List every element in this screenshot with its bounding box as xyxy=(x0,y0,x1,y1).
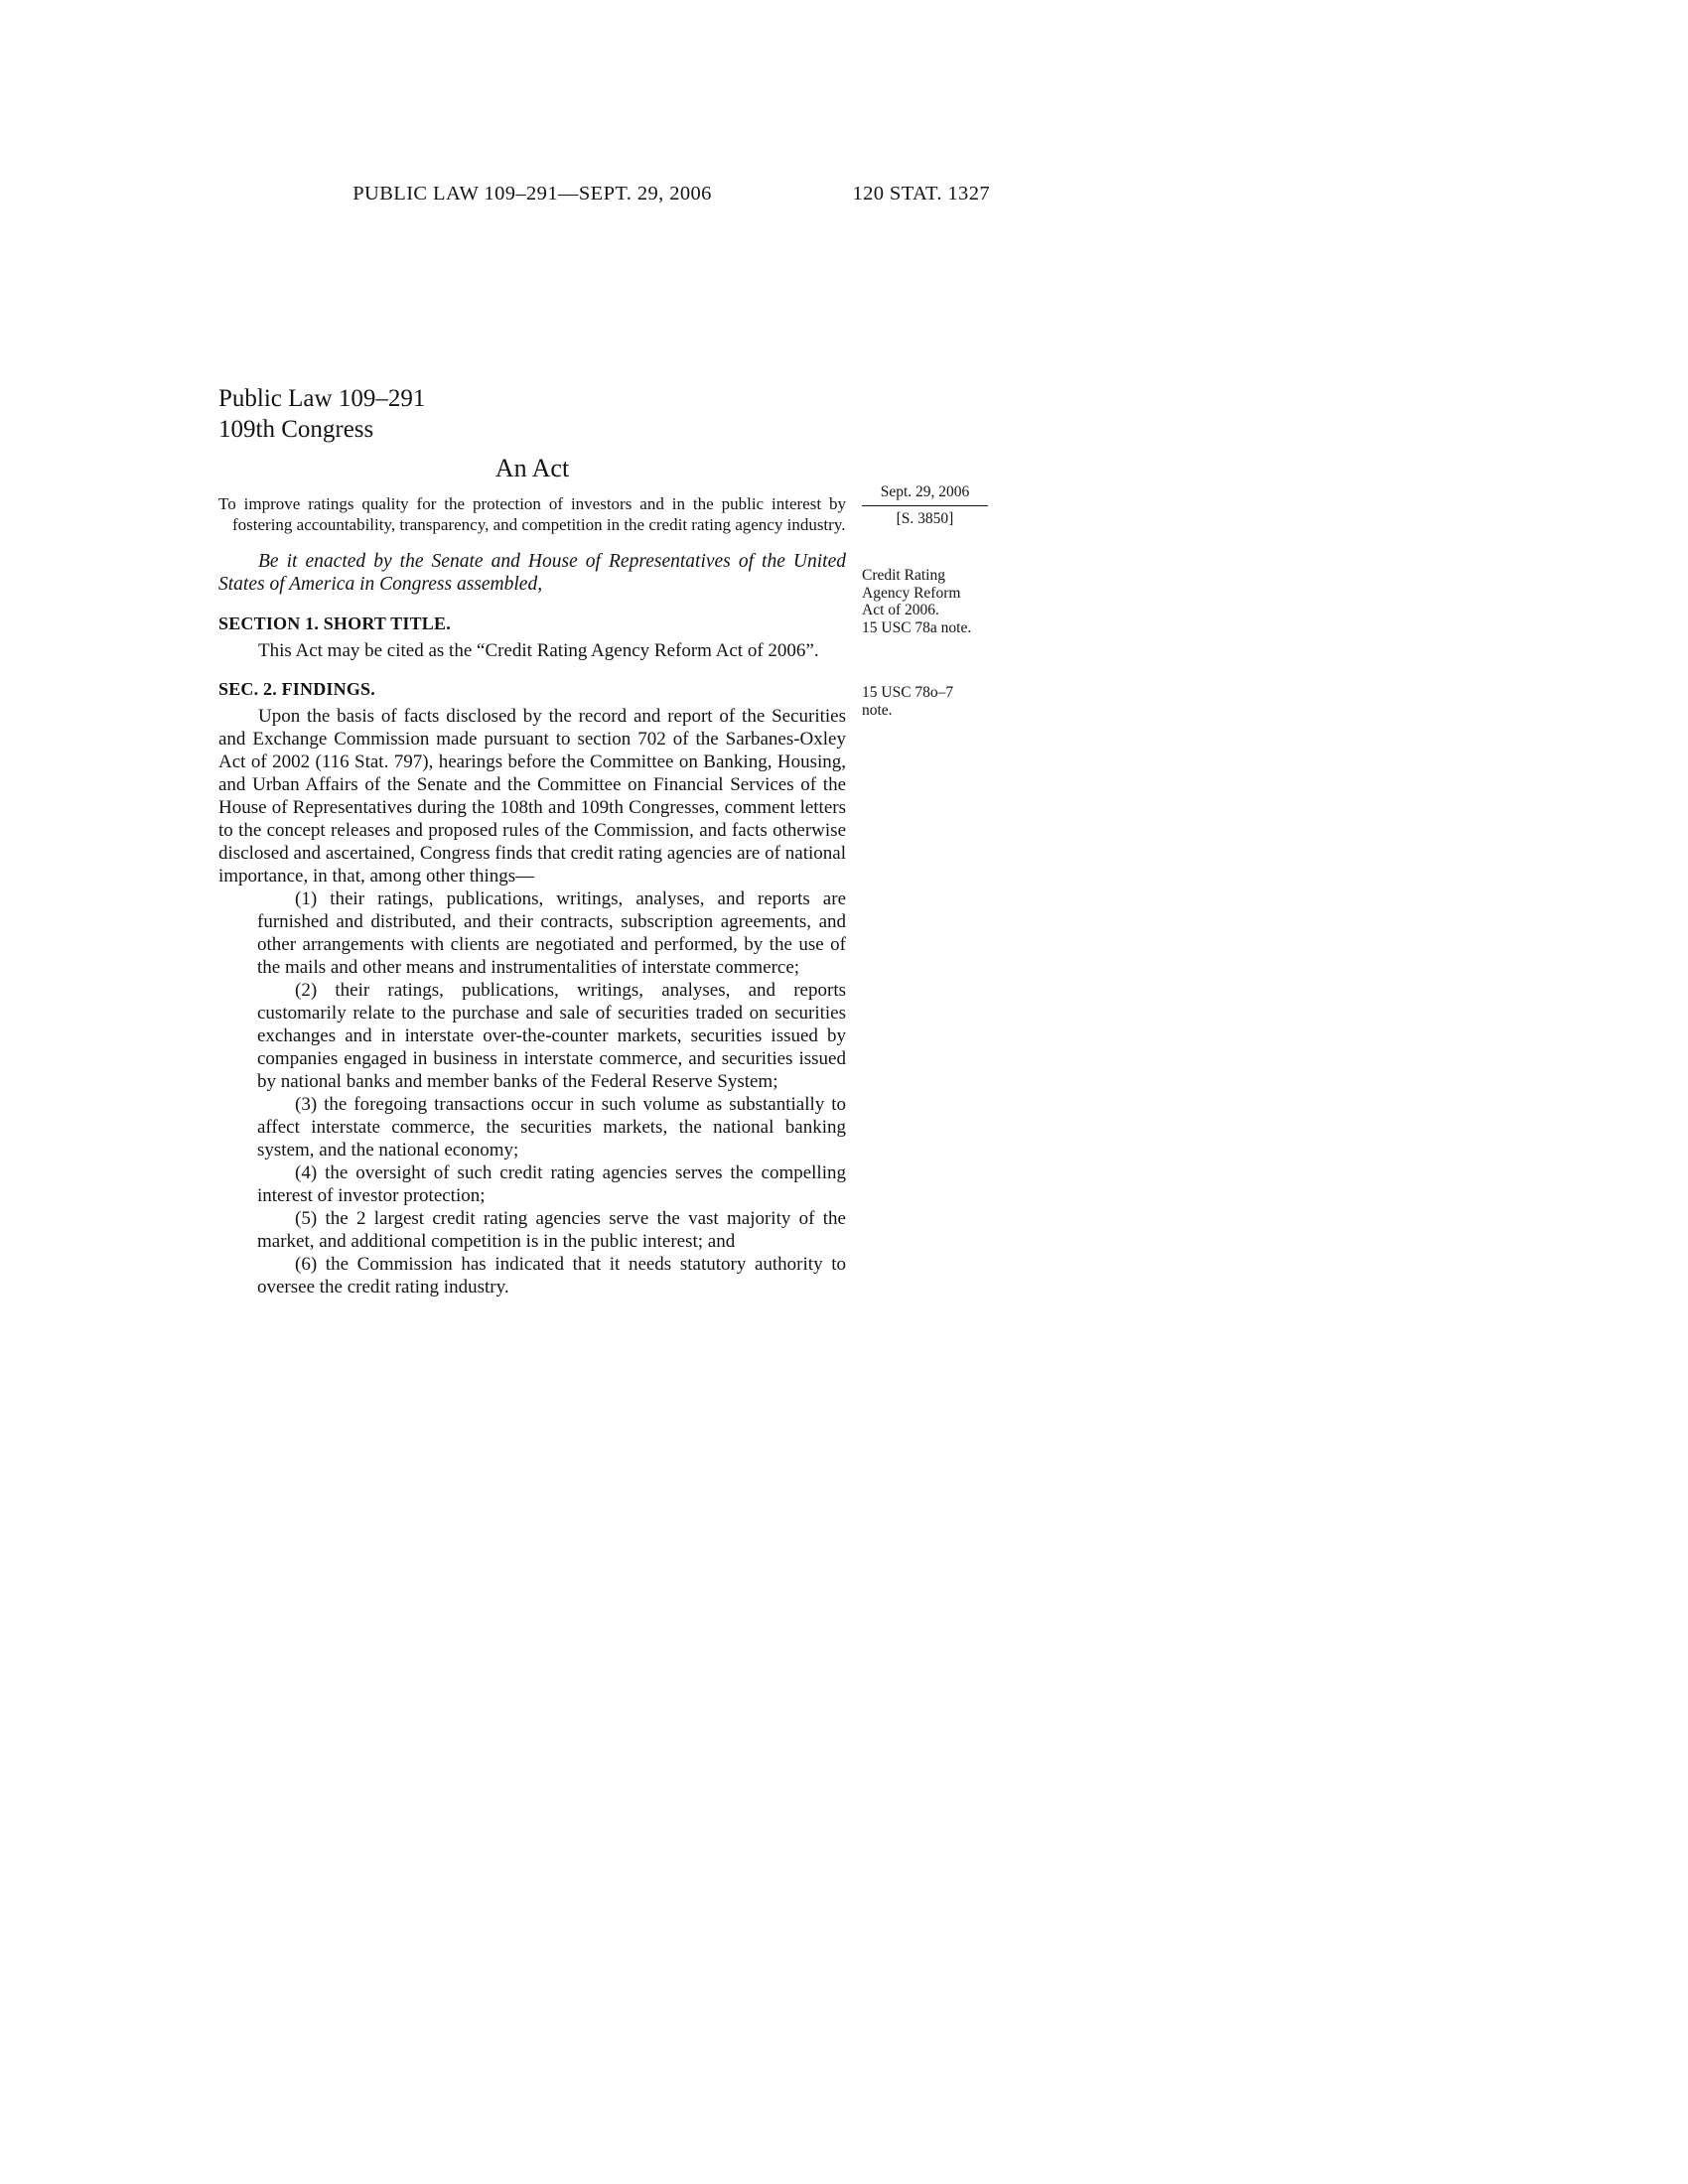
usc-78a-citation: 15 USC 78a note. xyxy=(862,618,972,636)
finding-item-6: (6) the Commission has indicated that it needs statutory authority to oversee the credit rating industry. xyxy=(257,1253,846,1297)
congress-heading: 109th Congress xyxy=(218,416,374,443)
running-head xyxy=(218,182,990,205)
main-text-column xyxy=(218,383,846,1298)
section-2-heading: SEC. 2. FINDINGS. xyxy=(218,678,375,699)
section-2-intro: Upon the basis of facts disclosed by the record and report of the Securities and Exchange Commission made pursuant to section 702 of the Sarbanes-Oxley Act of 2002 (116 Stat. 797), hearings before the Committee on Banking, Housing, and Urban Affairs of the Senate and the Committee on Financial Services of the House of Representatives during the 108th and 109th Congresses, comment letters to the concept releases and proposed rules of the Commission, and facts otherwise disclosed and ascertained, Congress finds that credit rating agencies are of national importance, in that, among other things— xyxy=(218,705,846,887)
section-1-body: This Act may be cited as the “Credit Rating Agency Reform Act of 2006”. xyxy=(258,639,819,661)
law-number-heading: Public Law 109–291 xyxy=(218,385,426,412)
preamble-text: To improve ratings quality for the protection of investors and in the public interest by fostering accountability, transparency, and competition in the credit rating agency industry. xyxy=(218,494,846,534)
finding-item-3: (3) the foregoing transactions occur in such volume as substantially to affect interstate commerce, the securities markets, the national banking system, and the national economy; xyxy=(257,1093,846,1160)
bill-number: [S. 3850] xyxy=(896,509,954,527)
finding-item-5: (5) the 2 largest credit rating agencies serve the vast majority of the market, and additional competition is in the public interest; and xyxy=(257,1207,846,1252)
section-1-heading: SECTION 1. SHORT TITLE. xyxy=(218,613,451,633)
enacting-clause: Be it enacted by the Senate and House of Representatives of the United States of America in Congress assembled, xyxy=(218,550,846,596)
margin-note-findings-citation: 15 USC 78o–7 note. xyxy=(862,684,954,719)
running-head-law-line: PUBLIC LAW 109–291—SEPT. 29, 2006 xyxy=(352,183,712,205)
margin-note-enactment xyxy=(862,483,988,527)
act-heading: An Act xyxy=(494,454,570,482)
running-head-stat-page: 120 STAT. 1327 xyxy=(852,183,990,205)
finding-item-1: (1) their ratings, publications, writings, analyses, and reports are furnished and distributed, and their contracts, subscription agreements, and other arrangements with clients are negotiated and performed, by the use of the mails and other means and instrumentalities of interstate commerce; xyxy=(257,887,846,978)
act-citation: Credit Rating Agency Reform Act of 2006. xyxy=(862,567,961,618)
finding-item-2: (2) their ratings, publications, writings, analyses, and reports customarily relate to the purchase and sale of securities traded on securities exchanges and in interstate over-the-counter markets, securities issued by companies engaged in business in interstate commerce, and securities issued by national banks and member banks of the Federal Reserve System; xyxy=(257,979,846,1092)
margin-note-short-title-citation xyxy=(862,567,982,636)
finding-item-4: (4) the oversight of such credit rating agencies serves the compelling interest of investor protection; xyxy=(257,1161,846,1206)
enactment-date: Sept. 29, 2006 xyxy=(862,483,988,506)
